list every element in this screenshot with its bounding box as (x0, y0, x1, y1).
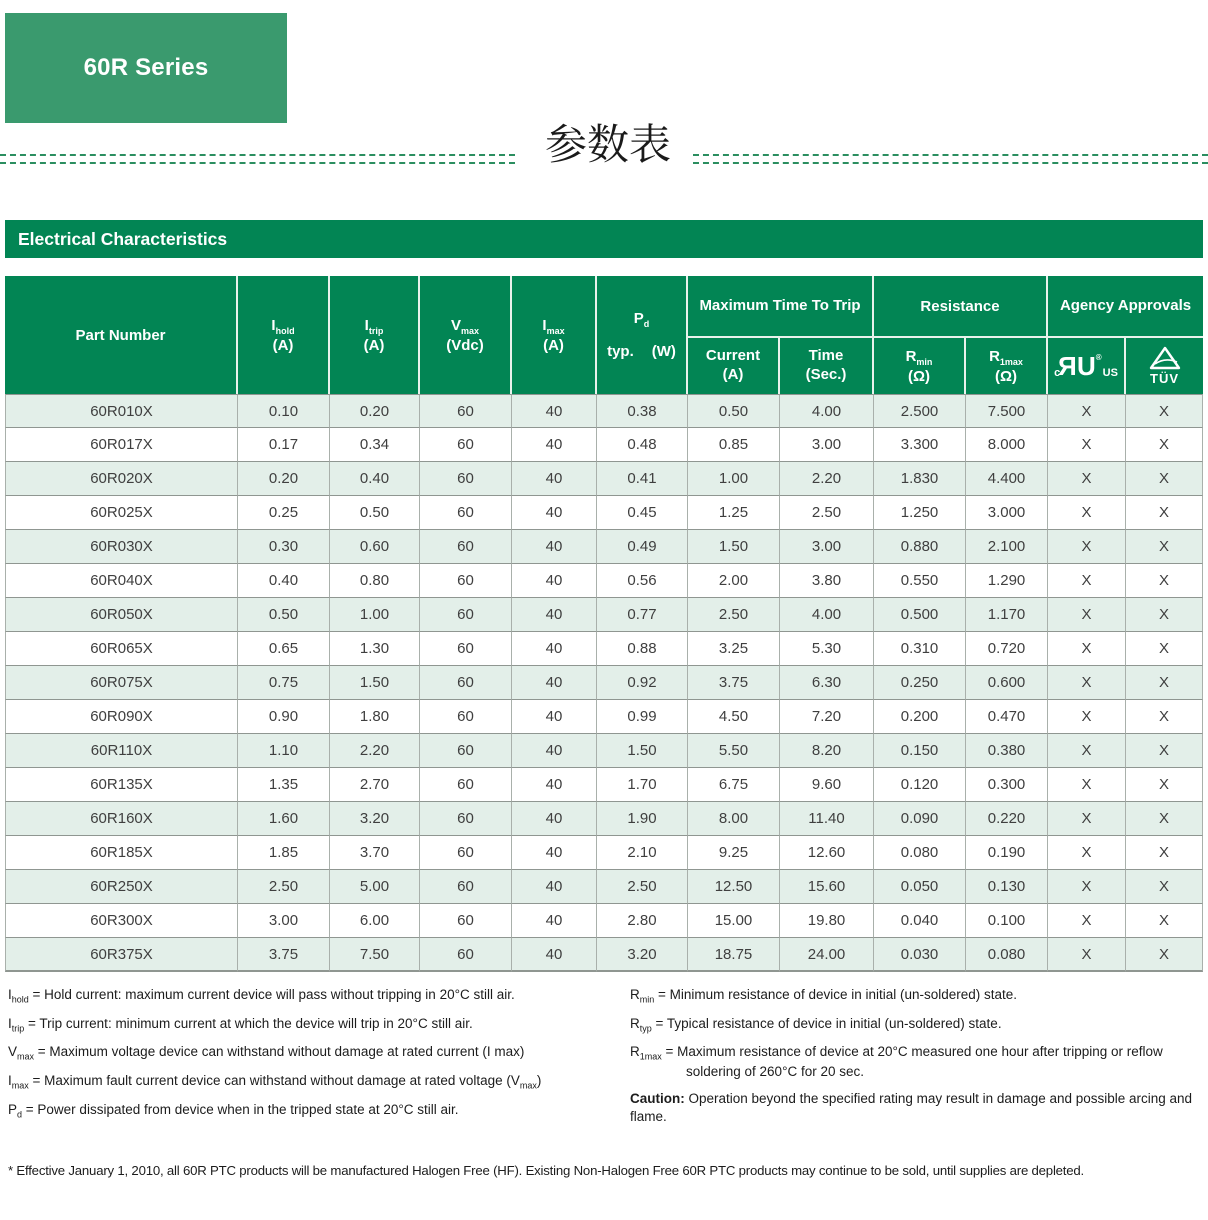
table-row (5, 598, 1203, 632)
table-row (5, 462, 1203, 496)
value-cell: 0.100 (966, 904, 1048, 938)
value-cell: 0.470 (966, 700, 1048, 734)
table-row (5, 938, 1203, 972)
table-row (5, 734, 1203, 768)
value-cell: 3.000 (966, 496, 1048, 530)
value-cell: 15.00 (688, 904, 780, 938)
value-cell: 4.400 (966, 462, 1048, 496)
section-header: Electrical Characteristics (5, 220, 1203, 258)
value-cell: X (1048, 768, 1126, 802)
part-number-cell: 60R025X (5, 496, 238, 530)
value-cell: 0.38 (597, 394, 688, 428)
value-cell: 7.500 (966, 394, 1048, 428)
value-cell: 12.50 (688, 870, 780, 904)
value-cell: 60 (420, 904, 512, 938)
value-cell: 0.50 (330, 496, 420, 530)
value-cell: 7.20 (780, 700, 874, 734)
part-number-cell: 60R090X (5, 700, 238, 734)
part-number-cell: 60R185X (5, 836, 238, 870)
value-cell: X (1126, 496, 1203, 530)
footnotes-right-column (630, 986, 1205, 1135)
footnotes (8, 986, 1208, 1135)
dashed-rule-right (693, 154, 1208, 164)
value-cell: 8.00 (688, 802, 780, 836)
table-row (5, 768, 1203, 802)
table-row (5, 394, 1203, 428)
value-cell: 0.250 (874, 666, 966, 700)
value-cell: 3.25 (688, 632, 780, 666)
value-cell: 1.250 (874, 496, 966, 530)
value-cell: 0.75 (238, 666, 330, 700)
value-cell: 0.120 (874, 768, 966, 802)
part-number-cell: 60R160X (5, 802, 238, 836)
value-cell: 40 (512, 666, 597, 700)
series-banner (5, 13, 287, 123)
col-header-part-number: Part Number (5, 276, 238, 394)
pd-typ-label: typ. (607, 343, 634, 360)
value-cell: 0.720 (966, 632, 1048, 666)
value-cell: 60 (420, 768, 512, 802)
value-cell: X (1048, 904, 1126, 938)
part-number-cell: 60R020X (5, 462, 238, 496)
value-cell: 60 (420, 632, 512, 666)
value-cell: 40 (512, 904, 597, 938)
value-cell: 0.10 (238, 394, 330, 428)
value-cell: 2.50 (597, 870, 688, 904)
value-cell: 0.50 (238, 598, 330, 632)
value-cell: X (1126, 904, 1203, 938)
table-row (5, 802, 1203, 836)
value-cell: 1.35 (238, 768, 330, 802)
value-cell: 60 (420, 394, 512, 428)
value-cell: 0.20 (330, 394, 420, 428)
value-cell: 0.080 (966, 938, 1048, 972)
value-cell: 5.00 (330, 870, 420, 904)
footnotes-left-column (8, 986, 616, 1135)
value-cell: 0.040 (874, 904, 966, 938)
value-cell: X (1048, 734, 1126, 768)
table-row (5, 700, 1203, 734)
value-cell: X (1048, 836, 1126, 870)
value-cell: X (1048, 462, 1126, 496)
value-cell: 0.050 (874, 870, 966, 904)
value-cell: 9.25 (688, 836, 780, 870)
halogen-free-note: * Effective January 1, 2010, all 60R PTC products will be manufactured Halogen Free (HF). Existing Non-Halogen Free 60R PTC products may continue to be sold, until supplies are depleted. (8, 1163, 1085, 1179)
value-cell: 60 (420, 462, 512, 496)
col-header-p-d: $P_d$ typ. (W) (597, 276, 688, 394)
value-cell: 0.550 (874, 564, 966, 598)
col-header-ul-approval (1048, 338, 1126, 394)
part-number-cell: 60R375X (5, 938, 238, 972)
value-cell: 60 (420, 564, 512, 598)
col-header-r-min: $R_{min}$ (Ω) (874, 338, 966, 394)
value-cell: 2.50 (780, 496, 874, 530)
value-cell: 40 (512, 394, 597, 428)
value-cell: 60 (420, 700, 512, 734)
pd-unit: (W) (651, 343, 676, 360)
value-cell: 60 (420, 598, 512, 632)
value-cell: 3.20 (330, 802, 420, 836)
value-cell: X (1048, 598, 1126, 632)
value-cell: 0.200 (874, 700, 966, 734)
footnote: $R_{typ}$ = Typical resistance of device in initial (un-soldered) state. (630, 1015, 1002, 1034)
ul-recognized-icon: c R U ® US (1054, 350, 1118, 381)
value-cell: X (1126, 802, 1203, 836)
value-cell: 19.80 (780, 904, 874, 938)
value-cell: 60 (420, 530, 512, 564)
value-cell: 3.70 (330, 836, 420, 870)
value-cell: X (1126, 700, 1203, 734)
value-cell: 40 (512, 734, 597, 768)
value-cell: 0.380 (966, 734, 1048, 768)
value-cell: 40 (512, 938, 597, 972)
table-row (5, 530, 1203, 564)
value-cell: 2.500 (874, 394, 966, 428)
value-cell: 0.30 (238, 530, 330, 564)
value-cell: 0.880 (874, 530, 966, 564)
value-cell: 0.85 (688, 428, 780, 462)
value-cell: X (1126, 870, 1203, 904)
value-cell: 3.00 (780, 530, 874, 564)
value-cell: 2.20 (780, 462, 874, 496)
value-cell: 0.600 (966, 666, 1048, 700)
group-header-max-time-to-trip: Maximum Time To Trip (688, 276, 874, 338)
part-number-cell: 60R250X (5, 870, 238, 904)
value-cell: 24.00 (780, 938, 874, 972)
value-cell: 0.80 (330, 564, 420, 598)
value-cell: 1.85 (238, 836, 330, 870)
value-cell: 4.50 (688, 700, 780, 734)
value-cell: 2.80 (597, 904, 688, 938)
table-row (5, 564, 1203, 598)
table-row (5, 836, 1203, 870)
value-cell: 1.830 (874, 462, 966, 496)
part-number-cell: 60R040X (5, 564, 238, 598)
value-cell: 0.48 (597, 428, 688, 462)
value-cell: 2.20 (330, 734, 420, 768)
value-cell: 6.75 (688, 768, 780, 802)
part-number-cell: 60R017X (5, 428, 238, 462)
value-cell: 0.190 (966, 836, 1048, 870)
value-cell: 40 (512, 700, 597, 734)
value-cell: 0.080 (874, 836, 966, 870)
value-cell: 0.500 (874, 598, 966, 632)
value-cell: 60 (420, 870, 512, 904)
value-cell: 2.50 (238, 870, 330, 904)
table-body (5, 394, 1203, 972)
value-cell: 60 (420, 836, 512, 870)
value-cell: 0.88 (597, 632, 688, 666)
tuv-triangle-icon (1148, 346, 1182, 370)
value-cell: 0.90 (238, 700, 330, 734)
value-cell: 9.60 (780, 768, 874, 802)
value-cell: 0.40 (238, 564, 330, 598)
value-cell: 2.100 (966, 530, 1048, 564)
value-cell: 0.220 (966, 802, 1048, 836)
table-row (5, 632, 1203, 666)
value-cell: 0.17 (238, 428, 330, 462)
value-cell: X (1048, 564, 1126, 598)
part-number-cell: 60R065X (5, 632, 238, 666)
col-header-v-max: $V_{max}$ (Vdc) (420, 276, 512, 394)
col-header-r-1max: $R_{1max}$ (Ω) (966, 338, 1048, 394)
value-cell: 1.50 (330, 666, 420, 700)
value-cell: 2.00 (688, 564, 780, 598)
value-cell: 0.030 (874, 938, 966, 972)
value-cell: 40 (512, 598, 597, 632)
value-cell: X (1048, 666, 1126, 700)
value-cell: X (1126, 768, 1203, 802)
value-cell: X (1048, 700, 1126, 734)
value-cell: 4.00 (780, 598, 874, 632)
value-cell: 3.00 (238, 904, 330, 938)
value-cell: X (1126, 938, 1203, 972)
value-cell: 0.300 (966, 768, 1048, 802)
value-cell: 1.90 (597, 802, 688, 836)
electrical-characteristics-table (5, 276, 1203, 972)
value-cell: 0.60 (330, 530, 420, 564)
col-header-time: Time (Sec.) (780, 338, 874, 394)
value-cell: X (1048, 938, 1126, 972)
table-row (5, 428, 1203, 462)
value-cell: 1.25 (688, 496, 780, 530)
value-cell: 40 (512, 768, 597, 802)
footnote: $R_{min}$ = Minimum resistance of device in initial (un-soldered) state. (630, 987, 1018, 1005)
value-cell: 0.49 (597, 530, 688, 564)
part-number-cell: 60R135X (5, 768, 238, 802)
value-cell: 1.30 (330, 632, 420, 666)
value-cell: 40 (512, 462, 597, 496)
value-cell: 5.50 (688, 734, 780, 768)
value-cell: X (1126, 462, 1203, 496)
value-cell: 0.77 (597, 598, 688, 632)
value-cell: 12.60 (780, 836, 874, 870)
value-cell: 7.50 (330, 938, 420, 972)
part-number-cell: 60R010X (5, 394, 238, 428)
value-cell: 1.60 (238, 802, 330, 836)
value-cell: 6.30 (780, 666, 874, 700)
value-cell: 40 (512, 632, 597, 666)
page-title: 参数表 (545, 120, 672, 169)
value-cell: 1.70 (597, 768, 688, 802)
footnote: $R_{1max}$ = Maximum resistance of device at 20°C measured one hour after tripping or reflow soldering of 260°C for 20 sec. (630, 1044, 1163, 1080)
value-cell: 60 (420, 938, 512, 972)
value-cell: 11.40 (780, 802, 874, 836)
value-cell: 2.70 (330, 768, 420, 802)
value-cell: 1.10 (238, 734, 330, 768)
value-cell: 0.34 (330, 428, 420, 462)
value-cell: 3.80 (780, 564, 874, 598)
value-cell: X (1048, 394, 1126, 428)
col-header-i-trip: $I_{trip}$ (A) (330, 276, 420, 394)
part-number-cell: 60R110X (5, 734, 238, 768)
part-number-cell: 60R300X (5, 904, 238, 938)
col-header-i-hold: $I_{hold}$ (A) (238, 276, 330, 394)
value-cell: X (1048, 632, 1126, 666)
value-cell: X (1048, 802, 1126, 836)
value-cell: X (1126, 530, 1203, 564)
value-cell: 1.290 (966, 564, 1048, 598)
value-cell: 15.60 (780, 870, 874, 904)
value-cell: 0.99 (597, 700, 688, 734)
value-cell: 1.170 (966, 598, 1048, 632)
value-cell: 40 (512, 496, 597, 530)
value-cell: X (1048, 496, 1126, 530)
value-cell: 0.090 (874, 802, 966, 836)
value-cell: 1.00 (688, 462, 780, 496)
value-cell: 40 (512, 530, 597, 564)
value-cell: 60 (420, 666, 512, 700)
value-cell: 60 (420, 802, 512, 836)
group-header-resistance: Resistance (874, 276, 1048, 338)
footnote: $I_{hold}$ = Hold current: maximum current device will pass without tripping in 20°C still air. (8, 987, 515, 1005)
value-cell: 0.130 (966, 870, 1048, 904)
value-cell: 40 (512, 802, 597, 836)
value-cell: 6.00 (330, 904, 420, 938)
title-band (0, 121, 1208, 167)
table-row (5, 496, 1203, 530)
footnote: $V_{max}$ = Maximum voltage device can withstand without damage at rated current (I max) (8, 1044, 525, 1063)
col-header-current: Current (A) (688, 338, 780, 394)
table-row (5, 870, 1203, 904)
footnote: $P_d$ = Power dissipated from device when in the tripped state at 20°C still air. (8, 1101, 459, 1120)
value-cell: 60 (420, 496, 512, 530)
value-cell: X (1048, 530, 1126, 564)
value-cell: 3.300 (874, 428, 966, 462)
table-row (5, 904, 1203, 938)
value-cell: 2.50 (688, 598, 780, 632)
value-cell: 8.000 (966, 428, 1048, 462)
value-cell: 8.20 (780, 734, 874, 768)
part-number-cell: 60R050X (5, 598, 238, 632)
value-cell: 3.00 (780, 428, 874, 462)
value-cell: 0.92 (597, 666, 688, 700)
dashed-rule-left (0, 154, 515, 164)
value-cell: 0.41 (597, 462, 688, 496)
value-cell: 0.50 (688, 394, 780, 428)
value-cell: 3.75 (238, 938, 330, 972)
value-cell: 1.00 (330, 598, 420, 632)
value-cell: 5.30 (780, 632, 874, 666)
footnote: $I_{trip}$ = Trip current: minimum current at which the device will trip in 20°C still air. (8, 1015, 473, 1034)
value-cell: X (1048, 428, 1126, 462)
value-cell: 1.80 (330, 700, 420, 734)
footnote: $I_{max}$ = Maximum fault current device can withstand without damage at rated voltage $(V_{max})$ (8, 1073, 542, 1091)
value-cell: 40 (512, 870, 597, 904)
col-header-i-max: $I_{max}$ (A) (512, 276, 597, 394)
value-cell: X (1126, 394, 1203, 428)
value-cell: 0.56 (597, 564, 688, 598)
value-cell: 3.20 (597, 938, 688, 972)
value-cell: 1.50 (688, 530, 780, 564)
value-cell: X (1126, 734, 1203, 768)
value-cell: 1.50 (597, 734, 688, 768)
value-cell: 0.45 (597, 496, 688, 530)
value-cell: 60 (420, 734, 512, 768)
value-cell: X (1126, 632, 1203, 666)
value-cell: 4.00 (780, 394, 874, 428)
group-header-agency-approvals: Agency Approvals (1048, 276, 1203, 338)
table-row (5, 666, 1203, 700)
value-cell: X (1126, 598, 1203, 632)
value-cell: 0.310 (874, 632, 966, 666)
value-cell: 3.75 (688, 666, 780, 700)
value-cell: 18.75 (688, 938, 780, 972)
footnote: Caution: Operation beyond the specified rating may result in damage and possible arcing and flame. (630, 1091, 1193, 1125)
value-cell: 40 (512, 428, 597, 462)
col-header-tuv-approval: TÜV (1126, 338, 1203, 394)
value-cell: X (1126, 666, 1203, 700)
value-cell: X (1126, 836, 1203, 870)
value-cell: 60 (420, 428, 512, 462)
part-number-cell: 60R075X (5, 666, 238, 700)
series-banner-label: 60R Series (83, 54, 209, 81)
value-cell: X (1048, 870, 1126, 904)
value-cell: X (1126, 428, 1203, 462)
value-cell: X (1126, 564, 1203, 598)
value-cell: 0.150 (874, 734, 966, 768)
value-cell: 40 (512, 564, 597, 598)
part-number-cell: 60R030X (5, 530, 238, 564)
value-cell: 0.65 (238, 632, 330, 666)
value-cell: 2.10 (597, 836, 688, 870)
value-cell: 0.25 (238, 496, 330, 530)
value-cell: 40 (512, 836, 597, 870)
value-cell: 0.40 (330, 462, 420, 496)
value-cell: 0.20 (238, 462, 330, 496)
